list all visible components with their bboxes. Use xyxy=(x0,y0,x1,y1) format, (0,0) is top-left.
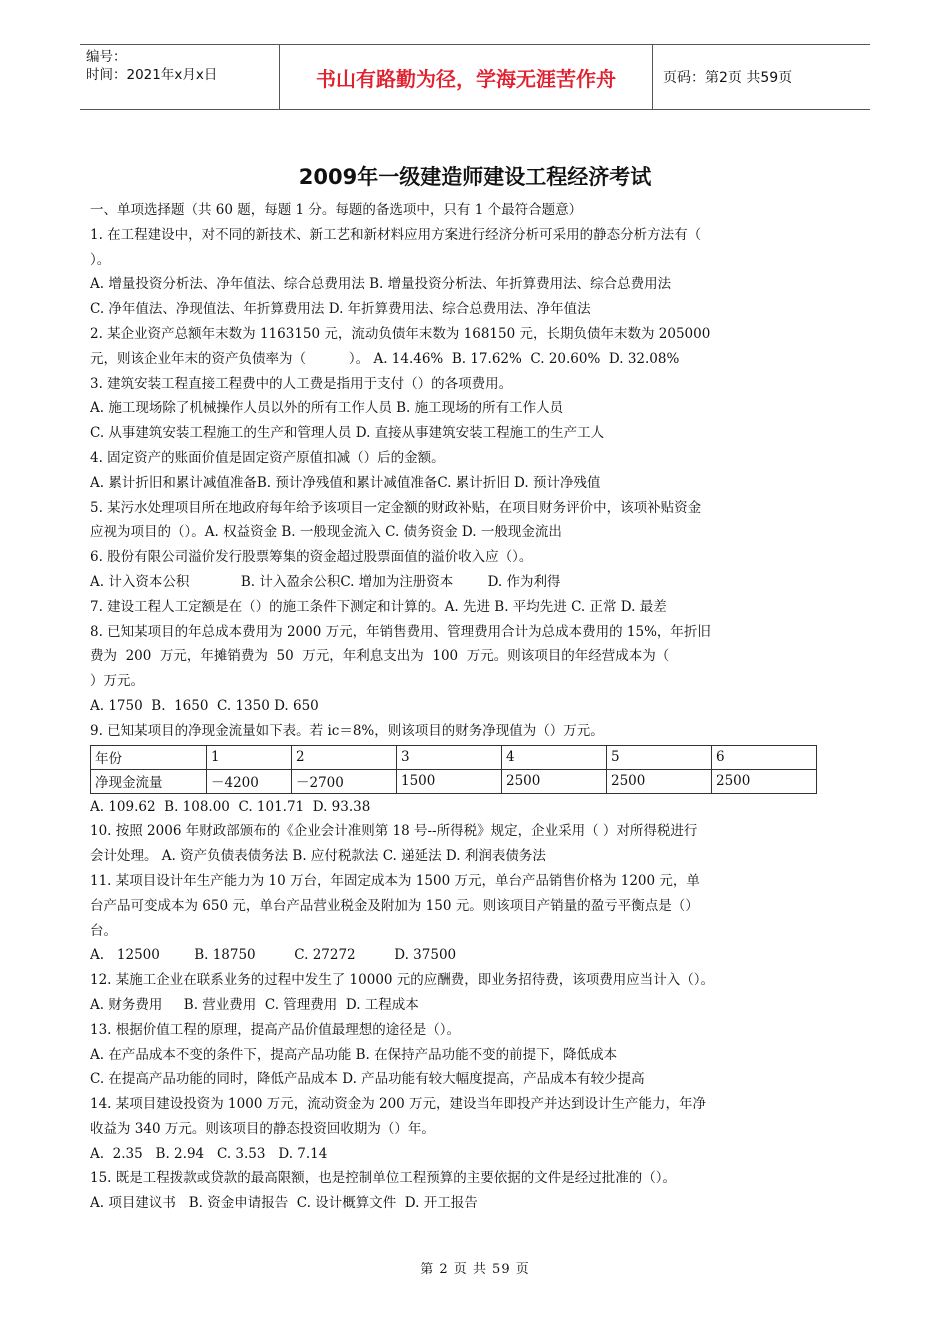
text-line: 2. 某企业资产总额年末数为 1163150 元，流动负债年末数为 168150 元，长期负债年末数为 205000 xyxy=(90,325,711,342)
text-line: A. 在产品成本不变的条件下，提高产品功能 B. 在保持产品功能不变的前提下，降低成本 xyxy=(90,1046,618,1063)
header-motto: 书山有路勤为径，学海无涯苦作舟 xyxy=(280,45,653,109)
text-line: 应视为项目的（）。A. 权益资金 B. 一般现金流入 C. 债务资金 D. 一般现金流出 xyxy=(90,524,562,541)
table-row xyxy=(91,769,817,793)
table-cell: －4200 xyxy=(207,769,292,793)
time-label: 时间：2021年x月x日 xyxy=(86,67,218,83)
table-cell: －2700 xyxy=(292,769,397,793)
text-line: 台产品可变成本为 650 元，单台产品营业税金及附加为 150 元。则该项目产销量的盈亏平衡点是（） xyxy=(90,897,699,914)
text-line: 11. 某项目设计年生产能力为 10 万台，年固定成本为 1500 万元，单台产品销售价格为 1200 元，单 xyxy=(90,872,700,889)
text-line: ）万元。 xyxy=(90,673,144,690)
text-line: A. 财务费用 B. 营业费用 C. 管理费用 D. 工程成本 xyxy=(90,996,419,1013)
table-header-cell: 3 xyxy=(397,745,502,769)
text-line: 元，则该企业年末的资产负债率为（ ）。 A. 14.46% B. 17.62% C. 20.60% D. 32.08% xyxy=(90,350,680,367)
text-line: 1. 在工程建设中，对不同的新技术、新工艺和新材料应用方案进行经济分析可采用的静态分析方法有（ xyxy=(90,226,702,243)
text-line: 5. 某污水处理项目所在地政府每年给予该项目一定金额的财政补贴，在项目财务评价中，该项补贴资金 xyxy=(90,499,702,516)
text-line: 4. 固定资产的账面价值是固定资产原值扣减（）后的金额。 xyxy=(90,449,445,466)
header-meta xyxy=(80,45,280,109)
text-line: 9. 已知某项目的净现金流量如下表。若 ic＝8%，则该项目的财务净现值为（）万元。 xyxy=(90,722,604,739)
table-cell: 2500 xyxy=(502,769,607,793)
text-line: A. 1750 B. 1650 C. 1350 D. 650 xyxy=(90,697,319,714)
text-line: 15. 既是工程拨款或贷款的最高限额，也是控制单位工程预算的主要依据的文件是经过批准的（）。 xyxy=(90,1170,677,1187)
text-line: 3. 建筑安装工程直接工程费中的人工费是指用于支付（）的各项费用。 xyxy=(90,375,513,392)
table-header-cell: 1 xyxy=(207,745,292,769)
text-line: 收益为 340 万元。则该项目的静态投资回收期为（）年。 xyxy=(90,1120,435,1137)
table-header-row xyxy=(91,745,817,769)
number-label: 编号： xyxy=(86,49,127,65)
table-cell: 2500 xyxy=(712,769,817,793)
text-line: A. 增量投资分析法、净年值法、综合总费用法 B. 增量投资分析法、年折算费用法、综合总费用法 xyxy=(90,276,672,293)
document-body xyxy=(90,198,870,1216)
page-footer: 第 2 页 共 59 页 xyxy=(420,1262,530,1277)
text-line: A. 109.62 B. 108.00 C. 101.71 D. 93.38 xyxy=(90,798,371,815)
table-cell: 1500 xyxy=(397,769,502,793)
question-block-a xyxy=(90,198,870,744)
text-line: 14. 某项目建设投资为 1000 万元，流动资金为 200 万元，建设当年即投产并达到设计生产能力，年净 xyxy=(90,1096,707,1113)
text-line: A. 项目建议书 B. 资金申请报告 C. 设计概算文件 D. 开工报告 xyxy=(90,1195,478,1212)
text-line: ）。 xyxy=(90,251,111,268)
text-line: A. 施工现场除了机械操作人员以外的所有工作人员 B. 施工现场的所有工作人员 xyxy=(90,400,564,417)
table-cell: 净现金流量 xyxy=(91,769,207,793)
text-line: 12. 某施工企业在联系业务的过程中发生了 10000 元的应酬费，即业务招待费，该项费用应当计入（）。 xyxy=(90,972,715,989)
text-line: C. 从事建筑安装工程施工的生产和管理人员 D. 直接从事建筑安装工程施工的生产工人 xyxy=(90,425,605,442)
table-header-cell: 年份 xyxy=(91,745,207,769)
table-header-cell: 2 xyxy=(292,745,397,769)
text-line: 一、单项选择题（共 60 题，每题 1 分。每题的备选项中，只有 1 个最符合题意） xyxy=(90,202,583,218)
text-line: 台。 xyxy=(90,922,117,939)
text-line: C. 在提高产品功能的同时，降低产品成本 D. 产品功能有较大幅度提高，产品成本有较少提高 xyxy=(90,1071,645,1088)
cash-flow-table xyxy=(90,745,817,794)
text-line: A. 2.35 B. 2.94 C. 3.53 D. 7.14 xyxy=(90,1145,328,1162)
text-line: 会计处理。 A. 资产负债表债务法 B. 应付税款法 C. 递延法 D. 利润表债务法 xyxy=(90,848,546,865)
document-title: 2009年一级建造师建设工程经济考试 xyxy=(298,165,652,189)
header-page-info: 页码：第2页 共59页 xyxy=(663,70,793,86)
text-line: C. 净年值法、净现值法、年折算费用法 D. 年折算费用法、综合总费用法、净年值法 xyxy=(90,301,591,318)
text-line: 费为 200 万元，年摊销费为 50 万元，年利息支出为 100 万元。则该项目的年经营成本为（ xyxy=(90,648,670,665)
text-line: A. 累计折旧和累计减值准备B. 预计净残值和累计减值准备C. 累计折旧 D. 预计净残值 xyxy=(90,474,601,491)
text-line: A. 计入资本公积 B. 计入盈余公积C. 增加为注册资本 D. 作为利得 xyxy=(90,573,561,590)
question-block-b xyxy=(90,795,870,1217)
text-line: 8. 已知某项目的年总成本费用为 2000 万元，年销售费用、管理费用合计为总成本费用的 15%，年折旧 xyxy=(90,623,711,640)
table-header-cell: 6 xyxy=(712,745,817,769)
text-line: 6. 股份有限公司溢价发行股票筹集的资金超过股票面值的溢价收入应（）。 xyxy=(90,549,533,566)
text-line: 13. 根据价值工程的原理，提高产品价值最理想的途径是（）。 xyxy=(90,1021,461,1038)
page-header xyxy=(80,44,870,110)
text-line: 7. 建设工程人工定额是在（）的施工条件下测定和计算的。A. 先进 B. 平均先进 C. 正常 D. 最差 xyxy=(90,598,667,615)
text-line: 10. 按照 2006 年财政部颁布的《企业会计准则第 18 号--所得税》规定，企业采用（ ）对所得税进行 xyxy=(90,823,698,840)
table-header-cell: 4 xyxy=(502,745,607,769)
table-header-cell: 5 xyxy=(607,745,712,769)
text-line: A. 12500 B. 18750 C. 27272 D. 37500 xyxy=(90,947,457,964)
table-cell: 2500 xyxy=(607,769,712,793)
